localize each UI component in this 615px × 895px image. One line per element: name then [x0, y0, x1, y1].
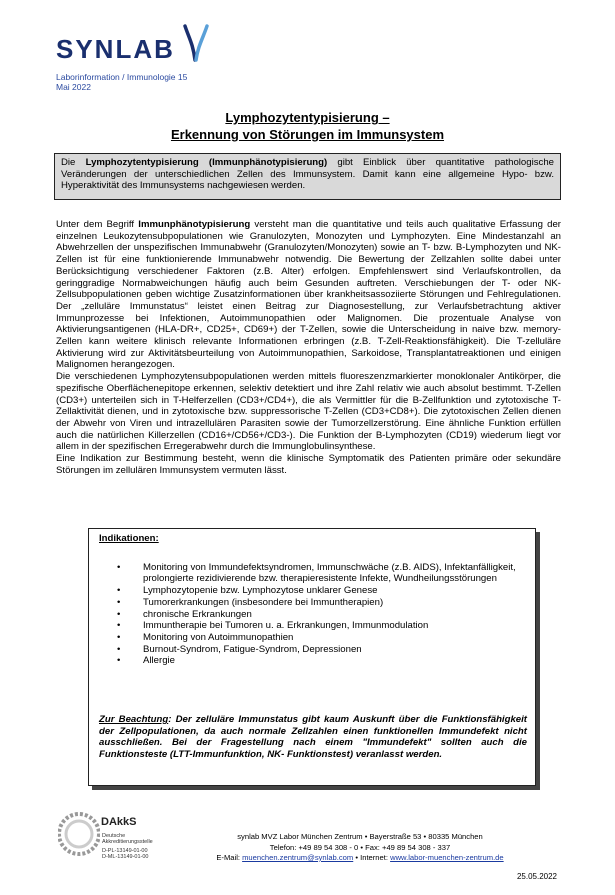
footer-address: synlab MVZ Labor München Zentrum • Bayerstraße 53 • 80335 München	[237, 832, 483, 841]
document-title-line2: Erkennung von Störungen im Immunsystem	[170, 127, 445, 142]
indications-heading: Indikationen:	[99, 533, 159, 544]
intro-box	[54, 153, 561, 200]
paragraph-3: Eine Indikation zur Bestimmung besteht, wenn die klinische Symptomatik des Patienten primäre oder sekundäre Störungen im zellulären Immunsystem vermuten lässt.	[56, 453, 561, 476]
info-subline: Laborinformation / Immunologie 15	[56, 72, 188, 82]
dakks-seal-icon	[58, 808, 100, 870]
p1-bold: Immunphänotypisierung	[138, 219, 251, 230]
p1-pre: Unter dem Begriff	[56, 219, 139, 230]
note-text	[99, 714, 527, 761]
note-label: Zur Beachtung	[99, 714, 169, 725]
intro-bold: Lymphozytentypisierung (Immunphänotypisierung)	[85, 157, 328, 168]
intro-pre: Die	[61, 157, 86, 168]
p1-post: versteht man die quantitative und teils auch qualitative Erfassung der einzelnen Leukozytensubpopulationen wie Granulozyten, Monozyten und Lymphozyten. Eine Mindestanzahl an Abwehrzellen der unspezifischen Immunabwehr (Granulozyten/Monozyten) sowie an T- bzw. B-Lymphozyten und NK-Zellen ist für eine funktionierende Immunabwehr notwendig. Die Bewertung der Zellzahlen sollte dabei unter Berücksichtigung verschiedener Faktoren (z.B. Alter) erfolgen. Empfehlenswert sind Verlaufskontrollen, da geringgradige Normabweichungen häufig auch beim Gesunden auftreten. Verschiebungen der T- oder NK-Zellsubpopulationen geben wichtige Zusatzinformationen über krankheitsassoziierte Störungen und Fehlregulationen. Der „zelluläre Immunstatus“ leistet einen Beitrag zur Diagnosestellung, zur Verlaufsbetrachtung aktiver Immunprozesse bei Infektionen, Autoimmunopathien oder Malignomen. Die prozentuale Analyse von Aktivierungsantigenen (HLA-DR+, CD25+, CD69+) der T-Zellen, sowie die Unterscheidung in naive bzw. memory-Zellen kann weitere klinisch relevante Informationen erbringen (z.B. T-Zell-Reaktionsfähigkeit). Die T-zelluläre Aktivierung wird zur Aktivitätsbeurteilung von Autoimmunopathien, Sarkoidose, Transplantatreaktionen und einigen Malignomen herangezogen.	[56, 219, 561, 371]
list-item: • Tumorerkrankungen (insbesondere bei Immuntherapien)	[97, 597, 527, 609]
list-item: • Monitoring von Autoimmunopathien	[97, 632, 527, 644]
list-item: • chronische Erkrankungen	[97, 609, 527, 621]
dakks-accreditation	[58, 808, 178, 878]
synlab-mark-icon	[181, 24, 211, 64]
indications-box	[88, 528, 536, 786]
list-item: • Immuntherapie bei Tumoren u. a. Erkrankungen, Immunmodulation	[97, 620, 527, 632]
paragraph-1	[56, 219, 561, 371]
dakks-logo-text: DAkkS	[101, 816, 137, 828]
list-item: • Monitoring von Immundefektsyndromen, Immunschwäche (z.B. AIDS), Infektanfälligkeit, prolongierte rezidivierende bzw. therapieresistente Infekte, Wundheilungsstörungen	[97, 562, 527, 585]
intro-post: gibt Einblick über quantitative pathologische Veränderungen der unterschiedlichen Zellen des Immunsystem. Damit kann eine allgemeine Hypo- bzw. Hyperaktivität des Immunsystems nachgewiesen werden.	[61, 157, 554, 192]
list-item: • Allergie	[97, 655, 527, 667]
document-title-line1: Lymphozytentypisierung –	[225, 110, 390, 125]
email-link[interactable]: muenchen.zentrum@synlab.com	[242, 853, 354, 862]
list-item: • Lymphozytopenie bzw. Lymphozytose unklarer Genese	[97, 585, 527, 597]
indications-list	[97, 562, 527, 667]
dakks-line2: Akkreditierungsstelle	[102, 839, 153, 845]
dakks-line4: D-ML-13149-01-00	[102, 854, 149, 860]
website-link[interactable]: www.labor-muenchen-zentrum.de	[390, 853, 504, 862]
synlab-logo	[56, 24, 216, 66]
dakks-line1: Deutsche	[102, 833, 126, 839]
note-body: : Der zelluläre Immunstatus gibt kaum Auskunft über die Funktionsfähigkeit der Zellpopulationen, da auch normale Zellzahlen einen funktionellen Immundefekt nicht ausschließen. Bei der Fragestellung nach einem "Immundefekt" sollten auch die Funktionsteste (LTT-Immunfunktion, NK- Funktionstest) veranlasst werden.	[99, 714, 527, 761]
footer-contact	[190, 853, 530, 862]
document-date: 25.05.2022	[516, 872, 557, 881]
date-subline: Mai 2022	[56, 82, 91, 92]
dakks-line3: D-PL-13149-01-00	[102, 848, 148, 854]
internet-label: • Internet:	[353, 853, 391, 862]
paragraph-2: Die verschiedenen Lymphozytensubpopulationen werden mittels fluoreszenzmarkierter monoklonaler Antikörper, die spezifische Oberflächenepitope erkennen, selektiv detektiert und ihre Zahl relativ wie auch absolut bestimmt. T-Zellen (CD3+) unterteilen sich in T-Helferzellen (CD3+/CD4+), die als Vermittler für die B-Zellfunktion und zytotoxische T-Zellaktivität dienen, und in zytotoxische bzw. suppressorische T-Zellen (CD3+CD8+). Die zytotoxischen Zellen dienen der Abwehr von Viren und intrazellulären Parasiten sowie der Tumorzellzerstörung. Eine ähnliche Funktion erfüllen auch die natürlichen Killerzellen (CD16+/CD56+/CD3-). Die Funktion der B-Lymphozyten (CD19) wiederum liegt vor allem in der spezifischen Erregerabwehr durch die Immunglobulinsynthese.	[56, 371, 561, 453]
footer-phone: Telefon: +49 89 54 308 - 0 • Fax: +49 89 54 308 - 337	[269, 843, 451, 852]
list-item: • Burnout-Syndrom, Fatigue-Syndrom, Depressionen	[97, 644, 527, 656]
logo-text: SYNLAB	[56, 34, 175, 64]
body-text	[56, 219, 561, 476]
email-label: E-Mail:	[216, 853, 243, 862]
